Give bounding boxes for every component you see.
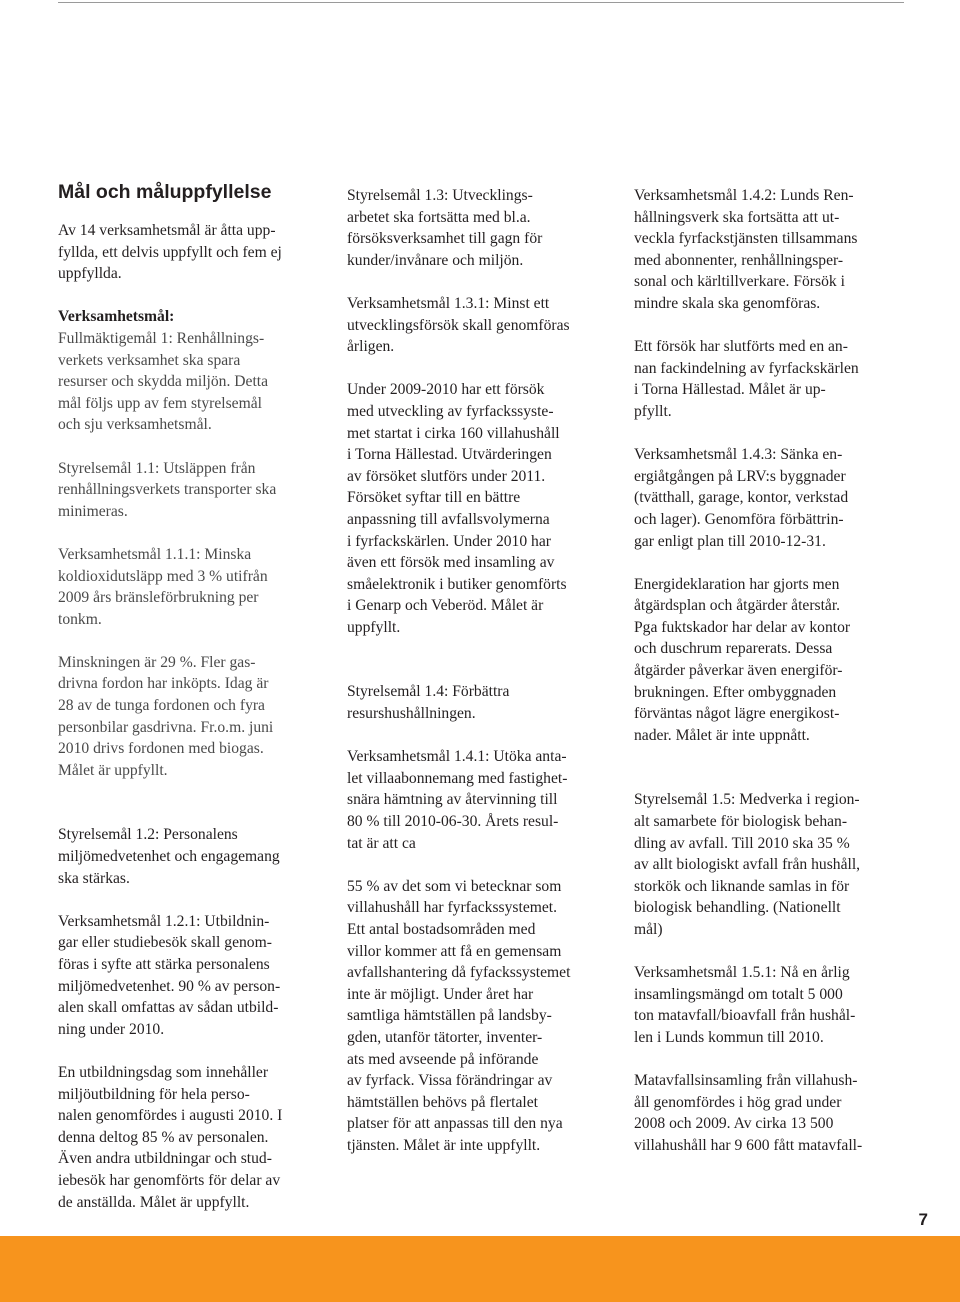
text-line: ska stärkas. [58,869,130,887]
text-line: uppfyllda. [58,265,122,283]
text-line: let villaabonnemang med fastighet- [347,769,568,787]
text-line: miljömedvetenhet. 90 % av person- [58,977,281,995]
paragraph [58,652,333,782]
text-line: storkök och liknande samlas in för [634,877,850,895]
text-line: Verksamhetsmål 1.5.1: Nå en årlig [634,964,850,982]
text-line: gden, utanför tätorter, inventer- [347,1028,543,1046]
text-line: nalen genomfördes i augusti 2010. I [58,1107,283,1125]
paragraph [634,336,909,422]
paragraph [347,876,622,1157]
paragraph [634,574,909,747]
paragraph [634,185,909,315]
text-line: mål) [634,921,663,938]
text-line: Ett antal bostadsområden med [347,921,536,938]
text-line: biologisk behandling. (Nationellt [634,899,841,917]
text-line: arbetet ska fortsätta med bl.a. [347,208,531,226]
text-line: hämtställen behövs på flertalet [347,1093,538,1111]
text-line: alen skall omfattas av sådan utbild- [58,999,279,1017]
text-line: Verksamhetsmål 1.3.1: Minst ett [347,294,550,312]
text-line: 80 % till 2010-06-30. Årets resul- [347,813,559,831]
text-line: av allt biologiskt avfall från hushåll, [634,856,861,874]
text-line: åll genomfördes i hög grad under [634,1093,842,1111]
text-line: Målet är uppfyllt. [58,761,168,779]
text-line: miljömedvetenhet och engagemang [58,848,280,866]
text-line: sonal och kärltillverkare. Försök i [634,273,845,291]
text-line: av försöket slutförs under 2011. [347,467,546,485]
text-line: 2010 drivs fordonen med biogas. [58,740,264,758]
text-line: i Genarp och Veberöd. Målet är [347,597,544,615]
paragraph [58,220,333,285]
text-line: mindre skala ska genomföras. [634,294,821,312]
section-label: Verksamhetsmål: [58,308,175,326]
text-line: anpassning till avfallsvolymerna [347,510,550,528]
text-line: En utbildningsdag som innehåller [58,1063,269,1081]
text-line: av fyrfack. Vissa förändringar av [347,1072,553,1090]
text-line: 28 av de tunga fordonen och fyra [58,697,265,715]
text-line: ats med avseende på införande [347,1050,539,1068]
text-line: samtliga hämtställen på landsby- [347,1007,552,1025]
column-1 [58,180,333,1213]
text-line: åtgärder påverkar även energiför- [634,662,843,680]
paragraph-text [58,330,268,433]
text-line: drivna fordon har inköpts. Idag är [58,675,269,693]
paragraph [634,1070,909,1156]
text-line: pfyllt. [634,402,672,420]
text-line: Fullmäktigemål 1: Renhållnings- [58,329,265,347]
text-line: Verksamhetsmål 1.4.3: Sänka en- [634,446,843,464]
top-rule [58,2,904,3]
text-line: tat är att ca [347,834,416,852]
text-line: med abonnenter, renhållningsper- [634,251,844,269]
text-line: förväntas något lägre energikost- [634,705,840,723]
text-line: nan fackindelning av fyrfackskärlen [634,359,859,377]
paragraph [58,544,333,630]
text-line: Styrelsemål 1.5: Medverka i region- [634,791,860,809]
text-line: denna deltog 85 % av personalen. [58,1128,269,1146]
text-line: verkets verksamhet ska spara [58,351,241,369]
paragraph [58,458,333,523]
text-line: försöksverksamhet till gagn för [347,230,543,248]
text-line: ning under 2010. [58,1020,165,1038]
text-line: (tvätthall, garage, kontor, verkstad [634,489,849,507]
text-line: Verksamhetsmål 1.2.1: Utbildnin- [58,912,270,930]
text-line: fyllda, ett delvis uppfyllt och fem ej [58,243,282,261]
footer-accent-bar [0,1236,960,1302]
text-line: Ett försök har slutförts med en an- [634,338,848,356]
text-line: i Torna Hällestad. Utvärderingen [347,446,552,464]
text-line: Energideklaration har gjorts men [634,575,840,593]
text-line: småelektronik i butiker genomförts [347,575,567,593]
text-line: platser för att anpassas till den nya [347,1115,563,1133]
text-line: villahushåll har 9 600 fått matavfall- [634,1136,863,1154]
text-line: Styrelsemål 1.2: Personalens [58,826,238,844]
paragraph [347,379,622,638]
text-line: len i Lunds kommun till 2010. [634,1028,824,1046]
text-line: miljöutbildning för hela perso- [58,1085,250,1103]
text-line: mål följs upp av fem styrelsemål [58,394,262,412]
text-line: 55 % av det som vi betecknar som [347,877,562,895]
page-number: 7 [918,1210,928,1229]
text-line: insamlingsmängd om totalt 5 000 [634,985,843,1003]
text-line: Verksamhetsmål 1.1.1: Minska [58,545,252,563]
paragraph [58,824,333,889]
paragraph [634,444,909,552]
text-line: gar enligt plan till 2010-12-31. [634,532,826,550]
text-line: inte är möjligt. Under året har [347,985,534,1003]
text-line: Styrelsemål 1.3: Utvecklings- [347,187,533,204]
text-line: alt samarbete för biologisk behan- [634,813,848,831]
column-3 [634,185,909,1157]
text-line: tonkm. [58,610,102,628]
text-line: villor kommer att få en gemensam [347,942,562,960]
text-line: renhållningsverkets transporter ska [58,481,277,499]
text-line: koldioxidutsläpp med 3 % utifrån [58,567,268,585]
text-line: resurshushållningen. [347,705,476,723]
text-line: även ett försök med insamling av [347,554,555,572]
paragraph [347,746,622,854]
text-line: och sju verksamhetsmål. [58,416,212,434]
paragraph [58,1062,333,1213]
text-line: 2009 års bränsleförbrukning per [58,589,259,607]
paragraph [634,789,909,940]
text-line: Pga fuktskador har delar av kontor [634,618,851,636]
text-line: Matavfallsinsamling från villahush- [634,1072,858,1090]
text-line: tjänsten. Målet är inte uppfyllt. [347,1136,541,1154]
column-2 [347,185,622,1157]
text-line: snära hämtning av återvinning till [347,791,558,809]
text-line: kunder/invånare och miljön. [347,251,524,269]
text-line: veckla fyrfackstjänsten tillsammans [634,230,858,248]
page-heading: Mål och måluppfyllelse [58,181,272,203]
text-line: met startat i cirka 160 villahushåll [347,424,560,442]
text-line: Under 2009-2010 har ett försök [347,381,545,399]
text-line: iebesök har genomförts för delar av [58,1171,281,1189]
text-line: årligen. [347,338,395,356]
text-line: brukningen. Efter ombyggnaden [634,683,837,701]
paragraph [347,293,622,358]
text-line: minimeras. [58,502,128,520]
text-line: och duschrum reparerats. Dessa [634,640,833,658]
text-line: villahushåll har fyrfackssystemet. [347,899,558,917]
text-line: nader. Målet är inte uppnått. [634,726,810,744]
text-line: Även andra utbildningar och stud- [58,1150,272,1168]
text-line: med utveckling av fyrfackssyste- [347,402,554,420]
text-line: och lager). Genomföra förbättrin- [634,510,844,528]
text-line: Styrelsemål 1.4: Förbättra [347,683,510,701]
text-line: dling av avfall. Till 2010 ska 35 % [634,834,850,852]
text-line: Minskningen är 29 %. Fler gas- [58,653,256,671]
text-line: avfallshantering då fyfackssystemet [347,964,571,982]
text-line: 2008 och 2009. Av cirka 13 500 [634,1115,834,1133]
text-line: hållningsverk ska fortsätta att ut- [634,208,840,226]
text-line: åtgärdsplan och åtgärder återstår. [634,597,841,615]
text-line: ton matavfall/bioavfall från hushål- [634,1007,856,1025]
text-line: Verksamhetsmål 1.4.2: Lunds Ren- [634,187,854,204]
text-line: resurser och skydda miljön. Detta [58,373,269,391]
text-line: de anställda. Målet är uppfyllt. [58,1193,250,1211]
text-line: gar eller studiebesök skall genom- [58,934,272,952]
paragraph [347,681,622,724]
paragraph [347,185,622,271]
text-line: Styrelsemål 1.1: Utsläppen från [58,459,256,477]
text-line: uppfyllt. [347,618,401,636]
text-line: i Torna Hällestad. Målet är up- [634,381,826,399]
paragraph [634,962,909,1048]
text-line: föras i syfte att stärka personalens [58,956,270,973]
text-line: i fyrfackskärlen. Under 2010 har [347,532,551,550]
text-line: ergiåtgången på LRV:s byggnader [634,467,846,485]
text-line: Av 14 verksamhetsmål är åtta upp- [58,222,276,239]
text-line: utvecklingsförsök skall genomföras [347,316,570,334]
text-line: personbilar gasdrivna. Fr.o.m. juni [58,718,274,736]
text-line: Verksamhetsmål 1.4.1: Utöka anta- [347,748,567,766]
paragraph [58,306,333,436]
text-line: Försöket syftar till en bättre [347,489,521,507]
paragraph [58,911,333,1041]
